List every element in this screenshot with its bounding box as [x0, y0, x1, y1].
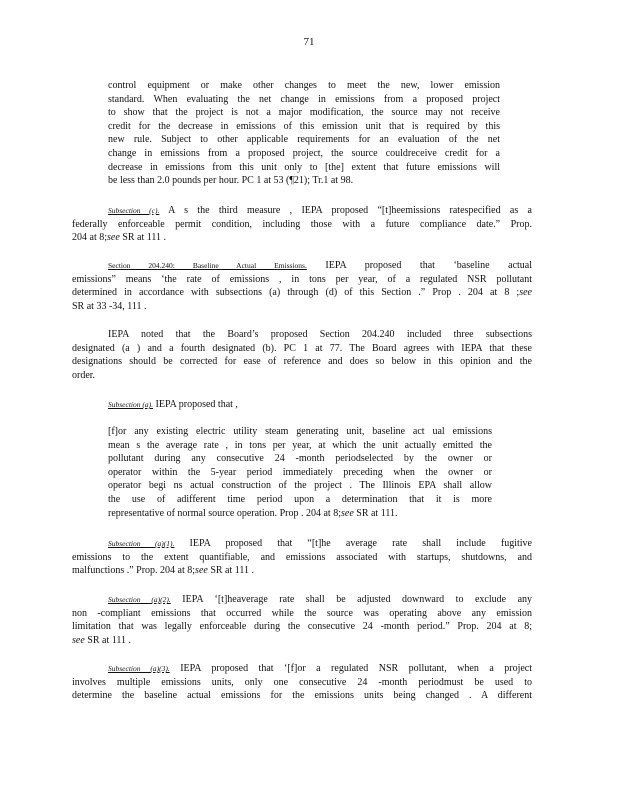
- paragraph-emission-credit: [108, 79, 500, 188]
- see-signal: see: [195, 565, 208, 577]
- text-line: limitation that was legally enforceable during the consecutive 24 -month period.” Prop. 204 at 8;: [72, 621, 532, 633]
- text-run: malfunctions .” Prop. 204 at 8;: [72, 565, 196, 577]
- see-signal: see: [340, 507, 354, 519]
- text-run: representative of normal source operation. Prop . 204 at 8;: [108, 507, 341, 519]
- text-line: [108, 398, 408, 412]
- text-line: [72, 662, 532, 676]
- text-line: [72, 231, 532, 245]
- text-run: IEPA proposed that ‘baseline actual: [306, 260, 533, 271]
- subsection-heading: Subsection (c).: [108, 206, 160, 215]
- text-run: SR at 111.: [353, 507, 398, 519]
- subsection-heading: Subsection (a)(1).: [108, 539, 175, 548]
- see-signal: see: [72, 634, 85, 646]
- text-run: SR at 111 .: [207, 565, 255, 577]
- block-quote: [108, 425, 492, 520]
- text-run: IEPA proposed that “[t]he average rate shall include fugitive: [174, 538, 532, 549]
- text-line: operator begi ns actual construction of the project . The Illinois EPA shall allow: [108, 480, 492, 492]
- text-line: SR at 33 -34, 111 .: [72, 300, 147, 312]
- see-signal: see: [107, 232, 120, 244]
- text-line: be less than 2.0 pounds per hour. PC 1 at 53 (¶21); Tr.1 at 98.: [108, 175, 354, 187]
- text-run: IEPA ‘[t]heaverage rate shall be adjusted downward to exclude any: [170, 594, 533, 605]
- text-line: order.: [72, 369, 96, 381]
- text-line: change in emissions from a proposed project, the source couldreceive credit for a: [108, 147, 500, 159]
- text-line: emissions to the extent quantifiable, and emissions associated with startups, shutdowns, and: [72, 551, 532, 563]
- text-line: involves multiple emissions units, only one consecutive 24 -month periodmust be used to: [72, 676, 532, 688]
- paragraph-subsection-a1: [72, 537, 532, 578]
- text-line: [72, 634, 532, 648]
- text-line: credit for the decrease in emissions of this emission unit that is required by this: [108, 120, 500, 132]
- paragraph-subsection-a2: [72, 593, 532, 647]
- subsection-heading: Subsection (a).: [108, 400, 153, 409]
- text-run: SR at 111 .: [84, 634, 131, 646]
- see-signal: see: [519, 287, 532, 299]
- text-run: determined in accordance with subsections (a) through (d) of this Section .” Prop . 204 at 8 ;: [72, 287, 520, 299]
- text-line: designations should be corrected for ease of reference and does so below in this opinion and the: [72, 356, 532, 368]
- text-line: [72, 564, 532, 578]
- text-run: 204 at 8;: [72, 232, 107, 244]
- section-heading: Section 204.240: Baseline Actual Emissions.: [108, 261, 307, 270]
- text-line: determine the baseline actual emissions for the emissions units being changed . A different: [72, 690, 532, 702]
- paragraph-subsection-a3: [72, 662, 532, 703]
- text-run: IEPA proposed that ‘[f]or a regulated NSR pollutant, when a project: [169, 663, 532, 674]
- text-line: the use of adifferent time period upon a determination that it is more: [108, 493, 492, 505]
- text-line: [72, 537, 532, 551]
- text-line: to show that the project is not a major modification, the source may not receive: [108, 107, 500, 119]
- subsection-heading: Subsection (a)(3).: [108, 664, 170, 673]
- text-line: pollutant during any consecutive 24 -month periodselected by the owner or: [108, 453, 492, 465]
- text-line: new rule. Subject to other applicable requirements for an evaluation of the net: [108, 134, 500, 146]
- paragraph-section-204-240: [72, 259, 532, 313]
- subsection-heading: Subsection (a)(2).: [108, 595, 171, 604]
- text-line: [72, 259, 532, 273]
- text-line: federally enforceable permit condition, including those with a future compliance date.” Prop.: [72, 218, 532, 230]
- text-line: [108, 507, 492, 521]
- text-line: mean s the average rate , in tons per year, at which the unit actually emitted the: [108, 439, 492, 451]
- text-line: emissions” means ‘the rate of emissions , in tons per year, of a regulated NSR pollutant: [72, 273, 532, 285]
- text-line: operator within the 5-year period immediately preceding when the owner or: [108, 466, 492, 478]
- text-line: standard. When evaluating the net change in emissions from a proposed project: [108, 93, 500, 105]
- page-number: 71: [303, 36, 315, 48]
- text-line: designated (a ) and a fourth designated (b). PC 1 at 77. The Board agrees with IEPA that these: [72, 342, 532, 354]
- text-line: [f]or any existing electric utility steam generating unit, baseline act ual emissions: [108, 426, 492, 437]
- text-run: IEPA proposed that ,: [153, 399, 238, 410]
- text-line: [72, 286, 532, 300]
- text-line: non -compliant emissions that occurred while the source was operating above any emission: [72, 607, 532, 619]
- paragraph-board-note: [72, 328, 532, 382]
- paragraph-subsection-c: [72, 204, 532, 245]
- text-line: control equipment or make other changes to meet the new, lower emission: [108, 80, 500, 91]
- text-line: IEPA noted that the Board’s proposed Section 204.240 included three subsections: [108, 329, 532, 340]
- text-line: decrease in emissions from this unit only to [the] extent that future emissions will: [108, 161, 500, 173]
- text-line: [72, 204, 532, 218]
- text-line: [72, 593, 532, 607]
- text-run: A s the third measure , IEPA proposed “[t]heemissions ratespecified as a: [159, 205, 532, 216]
- text-run: SR at 111 .: [119, 232, 166, 244]
- paragraph-subsection-a: [108, 398, 408, 412]
